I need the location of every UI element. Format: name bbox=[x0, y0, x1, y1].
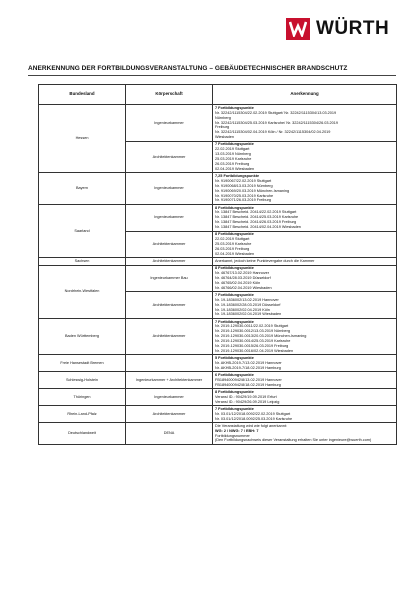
recognition-line: Nr. 13847 Bescheid. 20414/25.03.2019 Karlsruhe bbox=[215, 215, 299, 220]
table-row bbox=[39, 105, 397, 142]
table-row bbox=[39, 423, 397, 445]
table-row bbox=[39, 406, 397, 423]
body-cell bbox=[126, 355, 213, 372]
recognition-line: Nr. 9190067/22.02.2019 Stuttgart bbox=[215, 178, 272, 183]
state-cell: Rhein-Land-Pfalz bbox=[39, 406, 126, 423]
body-cell: Ingenieurkammer bbox=[126, 204, 213, 231]
recognition-line: Nr. 9190070/25.03.2019 Karlsruhe bbox=[215, 193, 274, 198]
recognition-cell bbox=[213, 292, 397, 319]
recognition-line: Nr. 9190071/26.03.2019 Freiburg bbox=[215, 198, 271, 203]
recognition-line: Veransl ID.: 90429/19.09.2019 Erfurt bbox=[215, 394, 277, 399]
table-header-row bbox=[39, 85, 397, 105]
table-row bbox=[39, 173, 397, 205]
state-cell: Saarland bbox=[39, 204, 126, 257]
recognition-cell bbox=[213, 265, 397, 292]
recognition-line: Veransl ID.: 90429/26.09.2019 Leipzig bbox=[215, 399, 280, 404]
recognition-cell bbox=[213, 204, 397, 231]
recognition-line: Nr. 13847 Bescheid. 20414/22.02.2019 Stuttgart bbox=[215, 210, 297, 215]
recognition-cell bbox=[213, 258, 397, 265]
recognition-line: Wiesbaden bbox=[215, 135, 234, 140]
recognition-line: 25.03.2019 Karlsruhe bbox=[215, 157, 252, 162]
header-body: Körperschaft bbox=[126, 85, 213, 105]
points-title: 8 Fortbildungspunkte bbox=[215, 232, 254, 237]
recognition-line: Nr. 46767/13.02.2019 Hannover bbox=[215, 271, 270, 275]
recognition-line: Nr. 2019-129030-0012/13.03.2019 Nürnberg bbox=[215, 329, 290, 334]
body-cell: Ingenieurkammer bbox=[126, 389, 213, 406]
body-cell: Architektenkammer bbox=[126, 406, 213, 423]
recognition-line: Nr. 19-1836002/02.04.2019 Köln bbox=[215, 307, 270, 312]
table-body bbox=[39, 105, 397, 445]
recognition-line: WG: 2 / NWG: 7 / EBH: 7 bbox=[215, 428, 259, 433]
recognition-line: Nr. 2019-129030-0016/02.04.2019 Wiesbaden bbox=[215, 348, 294, 353]
recognition-line: Nr. 9190068/13.03.2019 Nürnberg bbox=[215, 183, 273, 188]
points-title: 8 Fortbildungspunkte bbox=[215, 389, 254, 394]
recognition-line: 25.03.2019 Karlsruhe bbox=[215, 242, 252, 247]
table-row bbox=[39, 389, 397, 406]
recognition-line: Nürnberg bbox=[215, 115, 231, 120]
recognition-line: Nr. 2019-129030-0014/25.03.2019 Karlsruhe bbox=[215, 339, 291, 344]
table-row bbox=[39, 372, 397, 389]
page-heading: ANERKENNUNG DER FORTBILDUNGSVERANSTALTUNG – GEBÄUDETECHNISCHER BRANDSCHUTZ bbox=[28, 65, 348, 72]
recognition-line: Nr. 2019-129030-0013/20.03.2019 München-Ismaning bbox=[215, 334, 307, 339]
recognition-line: Freiburg bbox=[215, 125, 230, 130]
points-title: 7 Fortbildungspunkte bbox=[215, 142, 254, 147]
recognition-line: 26.03.2019 Freiburg bbox=[215, 161, 250, 166]
body-cell: Ingenieurkammer + Architektenkammer bbox=[126, 372, 213, 389]
recognition-cell bbox=[213, 372, 397, 389]
points-title: 5 Fortbildungspunkte bbox=[215, 356, 254, 361]
body-cell: Ingenieurkammer Bau bbox=[126, 265, 213, 292]
state-cell: Deutschlandweit bbox=[39, 423, 126, 445]
recognition-line: 02.04.2019 Wiesbaden bbox=[215, 166, 255, 171]
points-title: 7 Fortbildungspunkte bbox=[215, 319, 254, 324]
state-cell: Hessen bbox=[39, 105, 126, 173]
wuerth-logo-mark-icon bbox=[286, 18, 310, 40]
body-cell: Architektenkammer bbox=[126, 292, 213, 319]
state-cell: Freie Hansestadt Bremen bbox=[39, 355, 126, 372]
recognition-table bbox=[38, 84, 397, 445]
recognition-line: Nr. AKHB-2019-7/18.02.2019 Hamburg bbox=[215, 365, 281, 370]
recognition-line: Nr. 2019-129030-0015/26.03.2019 Freiburg bbox=[215, 344, 289, 349]
state-cell: Baden Württemberg bbox=[39, 318, 126, 355]
recognition-line: Nr. 19-1836002/02.04.2019 Wiesbaden bbox=[215, 312, 282, 317]
recognition-cell bbox=[213, 173, 397, 205]
points-title: 8 Fortbildungspunkte bbox=[215, 266, 254, 271]
recognition-line: Nr. 13847 Bescheid. 20414/26.03.2019 Freiburg bbox=[215, 220, 297, 225]
body-cell: Ingenieurkammer bbox=[126, 105, 213, 142]
recognition-line: Nr. 46765/02.04.2019 Köln bbox=[215, 280, 261, 285]
recognition-line: Nr. 03.01/12/2018.0092/22.02.2019 Stuttgart bbox=[215, 411, 291, 416]
recognition-cell bbox=[213, 423, 397, 445]
recognition-cell bbox=[213, 141, 397, 173]
state-cell: Thüringen bbox=[39, 389, 126, 406]
body-cell: Architektenkammer bbox=[126, 231, 213, 258]
recognition-line: Nr. 32242/1115304/22.02.2019 Stuttgart/ Nr. 32242/1115304/13.03.2019 bbox=[215, 110, 337, 115]
state-cell: Sachsen bbox=[39, 258, 126, 265]
recognition-line: 22.02.2019 Stuttgart bbox=[215, 237, 250, 242]
recognition-line: Nr. 2019-129030-0011/22.02.2019 Stuttgart bbox=[215, 324, 289, 329]
points-title: 7,25 Fortbildungspunkte bbox=[215, 173, 260, 178]
points-title: 8 Fortbildungspunkte bbox=[215, 205, 254, 210]
points-title: 7 Fortbildungspunkte bbox=[215, 292, 254, 297]
body-cell: Architektenkammer bbox=[126, 318, 213, 355]
recognition-line: 22.02.2019 Stuttgart bbox=[215, 147, 250, 152]
recognition-line: (Den Fortbildungsnachweis dieser Veranstaltung erhalten Sie unter ingenieure@wuerth.com) bbox=[215, 438, 372, 443]
points-title: 7 Fortbildungspunkte bbox=[215, 406, 254, 411]
heading-divider bbox=[28, 75, 396, 76]
recognition-line: Nr. 46766/02.04.2019 Wiesbaden bbox=[215, 285, 272, 290]
recognition-line: Nr. 9190069/20.03.2019 München-Ismaning bbox=[215, 188, 290, 193]
recognition-line: Anerkannt, jedoch keine Punktevergabe durch die Kammer bbox=[215, 259, 315, 263]
recognition-line: Nr. 13847 Bescheid. 20414/02.04.2019 Wiesbaden bbox=[215, 225, 301, 230]
recognition-line: Nr. 19-1836002/28.03.2019 Düsseldorf bbox=[215, 302, 281, 307]
recognition-cell bbox=[213, 105, 397, 142]
recognition-line: FB1894000942/8/18.02.2019 Hamburg bbox=[215, 382, 281, 387]
recognition-line: Die Veranstaltung wird wie folgt anerkannt: bbox=[215, 423, 287, 428]
wuerth-logo bbox=[286, 18, 389, 40]
wuerth-logo-text: WÜRTH bbox=[316, 18, 390, 39]
table-row bbox=[39, 355, 397, 372]
points-title: 6 Fortbildungspunkte bbox=[215, 372, 254, 377]
table-row bbox=[39, 265, 397, 292]
body-cell: Ingenieurkammer bbox=[126, 173, 213, 205]
recognition-cell bbox=[213, 231, 397, 258]
recognition-line: 13.03.2019 Nürnberg bbox=[215, 152, 251, 157]
recognition-line: Nr. 19-1836002/13.02.2019 Hannover bbox=[215, 297, 279, 302]
table-row bbox=[39, 318, 397, 355]
recognition-cell bbox=[213, 355, 397, 372]
header-state: Bundesland bbox=[39, 85, 126, 105]
table-row bbox=[39, 258, 397, 265]
recognition-line: Nr. 03.01/12/2018.0092/25.03.2019 Karlsruhe bbox=[215, 416, 293, 421]
recognition-line: 02.04.2019 Wiesbaden bbox=[215, 251, 255, 256]
recognition-line: Nr. 32242/1115304/02.04.2019 Köln / Nr. 32242/1115304/02.04.2019 bbox=[215, 130, 331, 135]
header-recognition: Anerkennung bbox=[213, 85, 397, 105]
state-cell: Nordrhein-Westfalen bbox=[39, 265, 126, 318]
body-cell: Architektenkammer bbox=[126, 141, 213, 173]
recognition-line: Nr. 46764/28.03.2019 Düsseldorf bbox=[215, 275, 271, 280]
recognition-line: Nr. AKHB-2019-7/13.02.2019 Hannover bbox=[215, 360, 282, 365]
state-cell: Bayern bbox=[39, 173, 126, 205]
recognition-line: Fortbildungsnummer bbox=[215, 433, 250, 438]
points-title: 7 Fortbildungspunkte bbox=[215, 105, 254, 110]
recognition-line: FB1894000942/8/13.02.2019 Hannover bbox=[215, 377, 282, 382]
state-cell: Schleswig-Holstein bbox=[39, 372, 126, 389]
body-cell: Architektenkammer bbox=[126, 258, 213, 265]
body-cell: DENA bbox=[126, 423, 213, 445]
recognition-cell bbox=[213, 318, 397, 355]
recognition-line: 26.03.2019 Freiburg bbox=[215, 247, 250, 251]
recognition-line: Nr. 32242/1115304/25.03.2019 Karlsruhe/ Nr. 32242/1115304/26.03.2019 bbox=[215, 120, 339, 125]
recognition-cell bbox=[213, 406, 397, 423]
table-row bbox=[39, 204, 397, 231]
recognition-cell bbox=[213, 389, 397, 406]
